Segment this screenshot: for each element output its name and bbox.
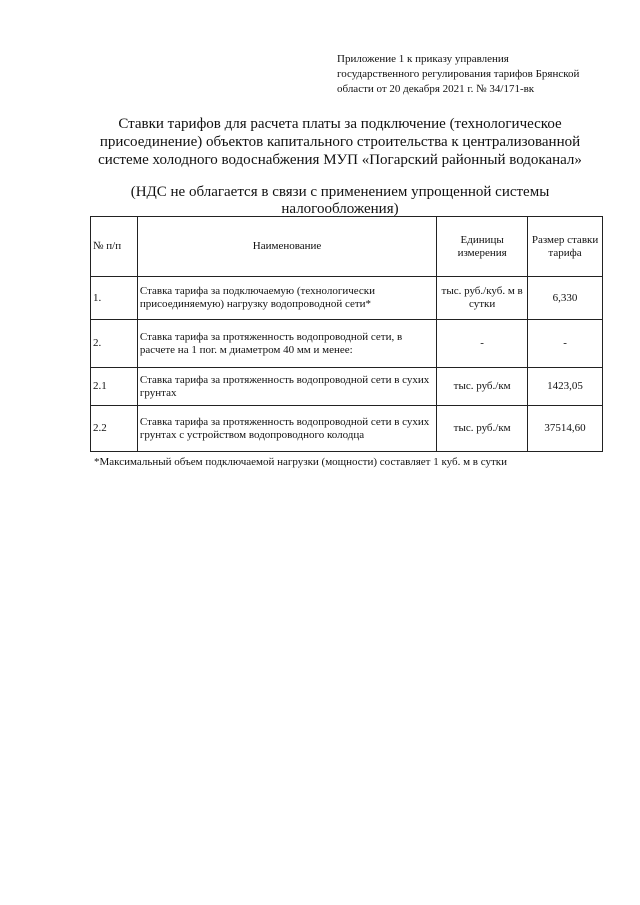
row-rate: 37514,60: [528, 406, 603, 452]
footnote: *Максимальный объем подключаемой нагрузки (мощности) составляет 1 куб. м в сутки: [94, 456, 508, 468]
row-rate: -: [528, 320, 603, 368]
vat-note: [80, 184, 600, 218]
appendix-line-3: области от 20 декабря 2021 г. № 34/171-вк: [337, 83, 535, 95]
row-rate: 1423,05: [528, 368, 603, 406]
title-line-2: присоединение) объектов капитального строительства к централизованной: [99, 134, 581, 150]
header-num: № п/п: [91, 217, 138, 277]
appendix-line-2: государственного регулирования тарифов Брянской: [337, 68, 580, 80]
row-name: Ставка тарифа за протяженность водопроводной сети, в расчете на 1 пог. м диаметром 40 мм и менее:: [137, 320, 436, 368]
appendix-line-1: Приложение 1 к приказу управления: [337, 53, 509, 65]
document-title: [80, 115, 600, 169]
row-name: Ставка тарифа за подключаемую (технологически присоединяемую) нагрузку водопроводной сети*: [137, 277, 436, 320]
row-unit: тыс. руб./км: [437, 406, 528, 452]
row-num: 2.: [91, 320, 138, 368]
table-row: [91, 277, 603, 320]
title-line-1: Ставки тарифов для расчета платы за подключение (технологическое: [118, 116, 562, 132]
row-num: 2.2: [91, 406, 138, 452]
row-name: Ставка тарифа за протяженность водопроводной сети в сухих грунтах: [137, 368, 436, 406]
table-row: [91, 406, 603, 452]
header-rate: Размер ставки тарифа: [528, 217, 603, 277]
tariff-table: [90, 216, 603, 452]
row-rate: 6,330: [528, 277, 603, 320]
row-unit: тыс. руб./км: [437, 368, 528, 406]
vat-note-line-2: налогообложения): [281, 201, 399, 217]
header-unit: Единицы измерения: [437, 217, 528, 277]
row-num: 2.1: [91, 368, 138, 406]
row-name: Ставка тарифа за протяженность водопроводной сети в сухих грунтах с устройством водопроводного колодца: [137, 406, 436, 452]
row-unit: -: [437, 320, 528, 368]
table-header-row: [91, 217, 603, 277]
header-name: Наименование: [137, 217, 436, 277]
row-unit: тыс. руб./куб. м в сутки: [437, 277, 528, 320]
table-row: [91, 320, 603, 368]
title-line-3: системе холодного водоснабжения МУП «Погарский районный водоканал»: [98, 152, 582, 168]
vat-note-line-1: (НДС не облагается в связи с применением упрощенной системы: [130, 184, 550, 200]
table-row: [91, 368, 603, 406]
appendix-header: [337, 52, 637, 97]
row-num: 1.: [91, 277, 138, 320]
